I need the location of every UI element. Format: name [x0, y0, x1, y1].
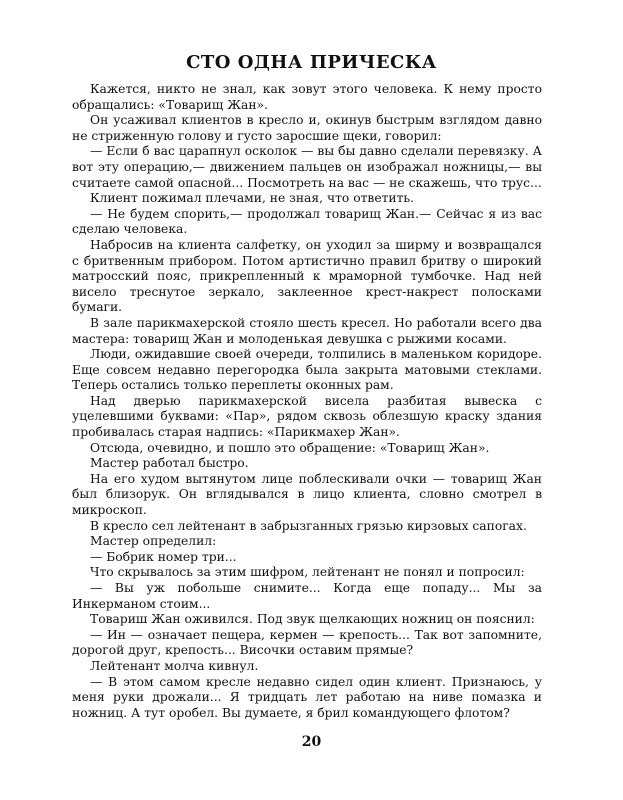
paragraph: Мастер определил: — [90, 534, 217, 549]
paragraph: — Если б вас царапнул осколок — вы бы давно сделали перевязку. А вот эту операцию,— движением пальцев он изображал ножницы,— вы считаете самой опасной... Посмотреть на вас — не скажешь, что трус... — [72, 144, 542, 190]
paragraph: Мастер работал быстро. — [90, 456, 249, 471]
paragraph: В кресло сел лейтенант в забрызганных грязью кирзовых сапогах. — [90, 518, 527, 533]
paragraph: — Ин — означает пещера, кермен — крепость... Так вот запомните, дорогой друг, крепость... Височки оставим прямые? — [72, 627, 542, 658]
paragraph: Товариш Жан оживился. Под звук щелкающих ножниц он пояснил: — [90, 612, 535, 627]
paragraph: — В этом самом кресле недавно сидел один клиент. Признаюсь, у меня руки дрожали... Я тридцать лет работаю на ниве помазка и ножниц. А тут оробел. Вы думаете, я брил командующего флотом? — [72, 674, 542, 720]
paragraph: Кажется, никто не знал, как зовут этого человека. К нему просто обращались: «Товарищ Жан». — [72, 82, 542, 112]
paragraph: На его худом вытянутом лице поблескивали очки — товарищ Жан был близорук. Он вглядывался в лицо клиента, словно смотрел в микроскоп. — [72, 471, 542, 518]
paragraph: — Вы уж побольше снимите... Когда еще попаду... Мы за Инкерманом стоим... — [72, 581, 542, 611]
paragraph: Отсюда, очевидно, и пошло это обращение: «Товарищ Жан». — [90, 440, 490, 455]
chapter-title: СТО ОДНА ПРИЧЕСКА — [186, 52, 437, 73]
paragraph: — Не будем спорить,— продолжал товарищ Жан.— Сейчас я из вас сделаю человека. — [72, 206, 542, 237]
paragraph: Клиент пожимал плечами, не зная, что ответить. — [90, 191, 415, 206]
paragraph: Над дверью парикмахерской висела разбитая вывеска с уцелевшими буквами: «Пар», рядом сквозь облезшую краску здания пробивалась старая надпись: «Парикмахер Жан». — [72, 393, 542, 440]
paragraph: Люди, ожидавшие своей очереди, толпились в маленьком коридоре. Еще совсем недавно перегородка была закрыта матовыми стеклами. Теперь остались только переплеты оконных рам. — [72, 347, 542, 393]
paragraph: Он усаживал клиентов в кресло и, окинув быстрым взглядом давно не стриженную голову и густо заросшие щеки, говорил: — [72, 113, 542, 143]
page-number: 20 — [301, 734, 322, 750]
paragraph: Лейтенант молча кивнул. — [90, 658, 259, 673]
paragraph: В зале парикмахерской стояло шесть кресел. Но работали всего два мастера: товарищ Жан и молоденькая девушка с рыжими косами. — [72, 315, 542, 346]
paragraph: Набросив на клиента салфетку, он уходил за ширму и возвращался с бритвенным прибором. Потом артистично правил бритву о широкий матросский пояс, прикрепленный к мраморной тумбочке. Над ней висело треснутое зеркало, заклеенное крест-накрест полосками бумаги. — [72, 237, 542, 315]
chapter-body — [72, 82, 542, 721]
paragraph: Что скрывалось за этим шифром, лейтенант не понял и попросил: — [90, 565, 525, 580]
paragraph: — Бобрик номер три... — [90, 549, 237, 564]
